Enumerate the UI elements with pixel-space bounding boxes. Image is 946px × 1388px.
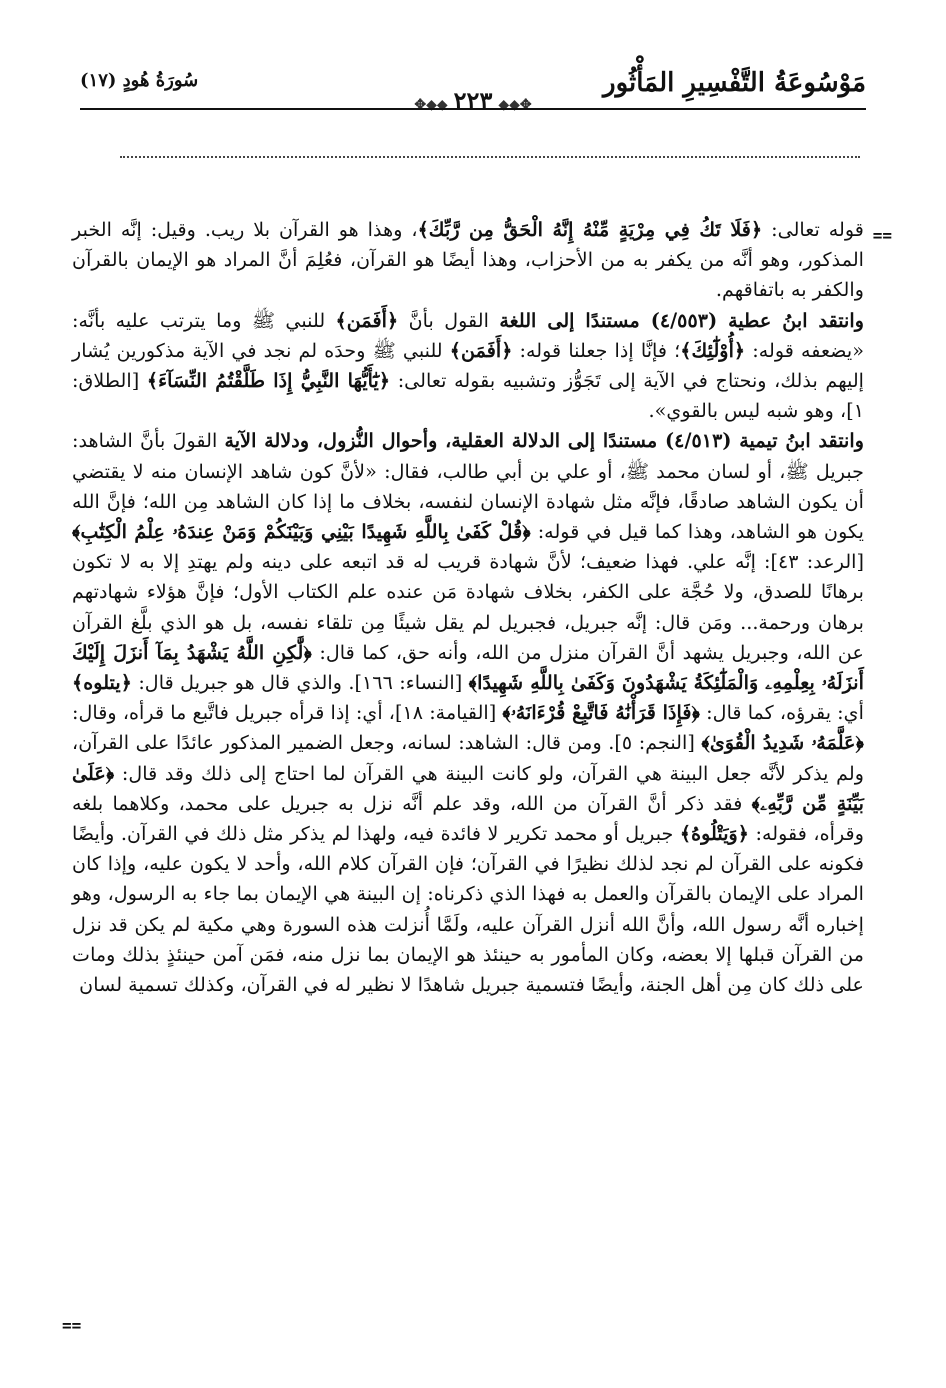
- text-segment: [النساء: ١٦٦]. والذي قال هو جبريل قال:: [131, 671, 469, 695]
- text-segment: قوله تعالى:: [762, 218, 864, 241]
- ornament-icon: ◆◆✥: [414, 97, 448, 113]
- quran-verse: ﴿أُوْلَٰٓئِكَ﴾: [680, 338, 746, 362]
- critique-heading: وانتقد ابنُ عطية (٤/٥٥٣) مستندًا إلى اللغة: [499, 308, 864, 332]
- continuation-marker-end: ==: [62, 1316, 82, 1335]
- text-segment: للنبي ﷺ وحدَه لم نجد في الآية مذكورين يُشار إليهم بذلك، ونحتاج في الآية إلى تَجَوُّز وتشبيه بقوله تعالى:: [72, 338, 864, 393]
- quran-verse: ﴿وَيَتْلُوهُ﴾: [679, 822, 750, 846]
- continuation-marker-start: ==: [872, 226, 892, 245]
- quran-verse: ﴿فَإِذَا قَرَأْنَٰهُ فَاتَّبِعْ قُرْءَانَهُۥ﴾: [502, 701, 701, 725]
- quran-verse: ﴿لَّٰكِنِ اللَّهُ يَشْهَدُ بِمَآ أَنزَلَ إِلَيْكَ أَنزَلَهُۥ بِعِلْمِهِۦ وَالْمَلَٰٓئِكَةُ يَشْهَدُونَ وَكَفَىٰ بِاللَّهِ شَهِيدًا﴾: [72, 640, 864, 695]
- text-segment: القول بأنَّ: [398, 308, 500, 332]
- text-segment: [الرعد: ٤٣]: إنَّه علي. فهذا ضعيف؛ لأنَّ شهادة قريب له قد اتبعه على دينه ولم يهتدِ إلا به لا تكون برهانًا للصدق، ولا حُجَّة على الكفر، بخلاف شهادة مَن عنده علم الكتاب الأول؛ فإنَّ هؤلاء شهادتهم برهان ورحمة... ومَن قال: إنَّه جبريل، فجبريل لم يقل شيئًا مِن تلقاء نفسه، بل هو الذي بلَّغ القرآن عن الله، وجبريل يشهد أنَّ القرآن منزل من الله، وأنه حق، كما قال:: [72, 550, 864, 664]
- text-segment: فقد ذكر أنَّ القرآن من الله، وقد علم أنَّه نزل به جبريل على محمد، وكلاهما بلغه وقرأه، فقوله:: [72, 791, 864, 846]
- critique-heading: وانتقد ابنُ تيمية (٤/٥١٣) مستندًا إلى الدلالة العقلية، وأحوال النُّزول، ودلالة الآية: [224, 429, 864, 453]
- text-segment: ، وهذا هو القرآن بلا ريب. وقيل: إنَّه الخبر المذكور، وهو أنَّه من يكفر به من الأحزاب، وهذا أيضًا هو القرآن، فعُلِمَ أنَّ المراد هو الإيمان بالقرآن والكفر به باتفاقهم.: [72, 218, 864, 302]
- text-segment: القولَ بأنَّ الشاهد: جبريل ﷺ، أو لسان محمد ﷺ، أو علي بن أبي طالب، فقال: «لأنَّ كون شاهد الإنسان منه لا يقتضي أن يكون الشاهد صادقًا، فإنَّه مثل شهادة الإنسان لنفسه، بخلاف ما إذا كان الشاهد مِن الله؛ فإنَّ الله يكون هو الشاهد، وهذا كما قيل في قوله:: [72, 429, 864, 544]
- text-segment: أي: يقرؤه، كما قال:: [700, 701, 864, 725]
- text-segment: [النجم: ٥]. ومن قال: الشاهد: لسانه، وجعل الضمير المذكور عائدًا على القرآن، ولم يذكر لأنَّه جعل البينة هي القرآن، ولو كانت البينة هي القرآن لما احتاج إلى ذلك وقد قال:: [72, 731, 864, 785]
- quran-verse: ﴿أَفَمَن﴾: [449, 338, 513, 362]
- quran-verse: ﴿يَٰٓأَيُّهَا النَّبِيُّ إِذَا طَلَّقْتُمُ النِّسَآءَ﴾: [146, 369, 391, 393]
- text-segment: [القيامة: ١٨]، أي: إذا قرأه جبريل فاتَّبع ما قرأه، وقال:: [72, 701, 503, 725]
- header-rule: [80, 108, 866, 110]
- book-title: مَوْسُوعَةُ التَّفْسِيرِ المَأْثُور: [603, 68, 866, 98]
- text-segment: للنبي ﷺ وما يترتب عليه بأنَّه: «يضعفه قوله:: [72, 308, 864, 362]
- surah-reference: سُورَةُ هُودٍ (١٧): [80, 70, 199, 91]
- quran-verse: ﴿فَلَا تَكُ فِي مِرْيَةٍ مِّنْهُ إِنَّهُ الْحَقُّ مِن رَّبِّكَ﴾: [417, 218, 763, 241]
- paragraph: [72, 426, 864, 1000]
- paragraph: [72, 215, 864, 306]
- quran-verse: ﴿أَفَمَن﴾: [335, 308, 399, 332]
- text-segment: ؛ فإنَّا إذا جعلنا قوله:: [512, 338, 681, 362]
- text-segment: جبريل أو محمد تكرير لا فائدة فيه، ولهذا لم يذكر مثل ذلك في القرآن. وأيضًا فكونه على القرآن لم نجد لذلك نظيرًا في القرآن؛ فإن القرآن كلام الله، وأحد لا يكون عليه، وإذا كان المراد على الإيمان بالقرآن والعمل به فهذا الذي ذكرناه: إن البينة هي الإيمان بما جاء به الرسول، وهو إخباره أنَّه رسول الله، وأنَّ الله أنزل القرآن عليه، ولَمَّا أُنزلت هذه السورة وهي مكية لم يكن قد نزل من القرآن قبلها إلا بعضه، وكان المأمور به حينئذ هو الإيمان بما نزل منه، فمَن آمن حينئذٍ بذلك ومات على ذلك كان مِن أهل الجنة، وأيضًا فتسمية جبريل شاهدًا لا نظير له في القرآن، وكذلك تسمية لسان: [72, 822, 864, 997]
- quran-verse: ﴿عَلَىٰ بَيِّنَةٍ مِّن رَّبِّهِۦ﴾: [72, 761, 864, 815]
- paragraph: [72, 306, 864, 427]
- text-segment: [الطلاق: ١]، وهو شبه ليس بالقوي».: [72, 369, 864, 423]
- body-text: [72, 215, 864, 1000]
- dotted-separator: [120, 156, 860, 158]
- quran-verse: ﴿يتلوه﴾: [72, 671, 132, 695]
- page-number-value: ٢٢٣: [453, 86, 493, 115]
- quran-verse: ﴿عَلَّمَهُۥ شَدِيدُ الْقُوَىٰ﴾: [701, 731, 864, 755]
- ornament-icon: ✥◆◆: [498, 97, 532, 113]
- page-header: [80, 58, 866, 122]
- quran-verse: ﴿قُلْ كَفَىٰ بِاللَّهِ شَهِيدًا بَيْنِي وَبَيْنَكُمْ وَمَنْ عِندَهُۥ عِلْمُ الْكِتَٰبِ﴾: [72, 520, 531, 544]
